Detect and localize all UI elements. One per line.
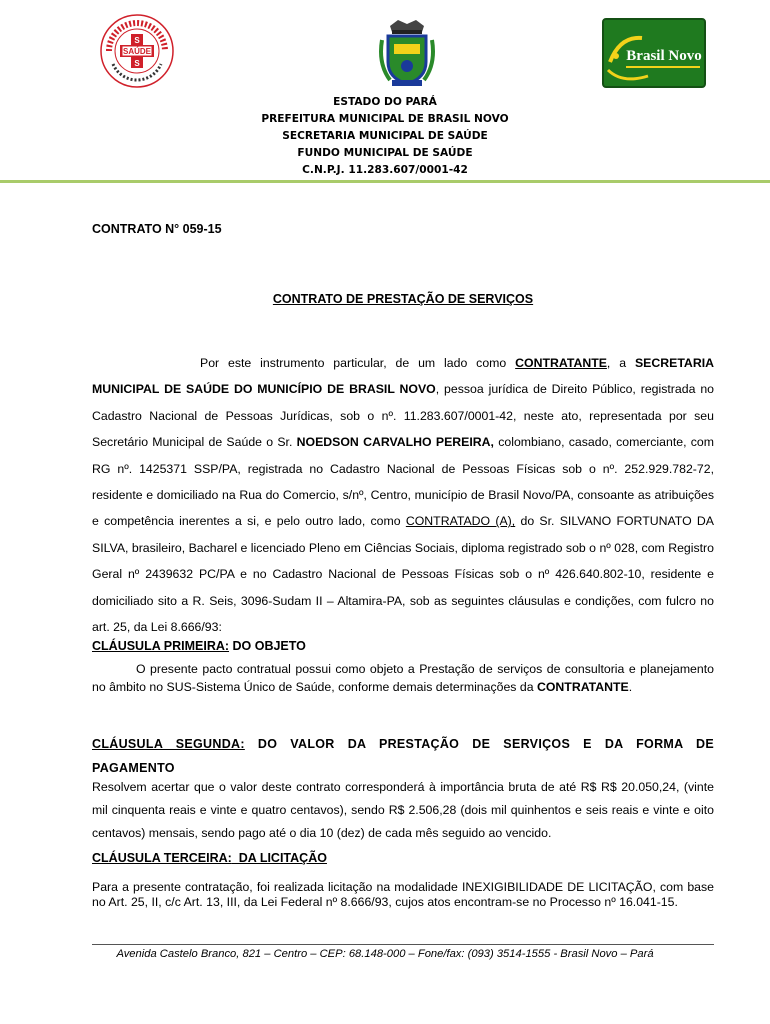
letterhead (0, 94, 770, 179)
intro-secretaria: SECRETARIA MUNICIPAL DE SAÚDE DO MUNICÍPIO DE BRASIL NOVO (92, 356, 714, 397)
clause-1-contratante: CONTRATANTE (536, 680, 629, 694)
letterhead-cnpj: C.N.P.J. 11.283.607/0001-42 (302, 164, 468, 176)
header-divider (0, 180, 770, 183)
intro-text-1: Por este instrumento particular, de um lado como (200, 356, 516, 370)
intro-contratante: CONTRATANTE (515, 356, 607, 370)
letterhead-secretariat: SECRETARIA MUNICIPAL DE SAÚDE (282, 130, 488, 142)
brand-text: Brasil Novo (626, 48, 702, 64)
footer-address: Avenida Castelo Branco, 821 – Centro – CEP: 68.148-000 – Fone/fax: (093) 3514-1555 - Brasil Novo – Pará (116, 948, 654, 960)
health-secretariat-seal-icon (95, 12, 180, 90)
clause-1-label: CLÁUSULA PRIMEIRA: (92, 639, 230, 653)
seal-text: SAÚDE (122, 47, 152, 56)
intro-text-3: , pessoa jurídica de Direito Público, registrada no Cadastro Nacional de Pessoas Jurídicas, sob o nº. 11.283.607/0001-42, neste ato, representada por seu Secretário Municipal de Saúde o Sr. (92, 382, 714, 450)
clause-2-subject: DO VALOR DA PRESTAÇÃO DE SERVIÇOS E DA FORMA DE PAGAMENTO (92, 737, 715, 775)
header-logos (0, 12, 770, 90)
clause-2-heading (92, 732, 714, 780)
intro-text-5: do Sr. SILVANO FORTUNATO DA SILVA, brasileiro, Bacharel e licenciado Pleno em Ciências Sociais, diploma registrado sob o nº 028, com Registro Geral nº 2439632 PC/PA e no Cadastro Nacional de Pessoas Físicas sob o nº 426.640.802-10, residente e domiciliado sito a R. Seis, 3096-Sudam II – Altamira-PA, sob as seguintes cláusulas e condições, com fulcro no art. 25, da Lei 8.666/93: (92, 514, 714, 635)
coat-of-arms-icon (378, 16, 436, 88)
clause-2-label: CLÁUSULA SEGUNDA: (92, 737, 245, 751)
intro-secretario: NOEDSON CARVALHO PEREIRA, (296, 435, 494, 450)
intro-text-2: , a (606, 356, 635, 370)
seal-top-letter: S (134, 36, 140, 45)
letterhead-prefecture: PREFEITURA MUNICIPAL DE BRASIL NOVO (261, 113, 509, 125)
document-title: CONTRATO DE PRESTAÇÃO DE SERVIÇOS (272, 292, 534, 306)
brasil-novo-logo-icon (602, 18, 706, 88)
clause-1-heading (92, 639, 714, 653)
clause-1-body (92, 660, 714, 696)
clause-3-label: CLÁUSULA TERCEIRA: (92, 851, 232, 865)
contract-number: CONTRATO N° 059-15 (92, 222, 222, 236)
clause-1-text: O presente pacto contratual possui como objeto a Prestação de serviços de consultoria e planejamento no âmbito no SUS-Sistema Único de Saúde, conforme demais determinações da (92, 662, 714, 694)
letterhead-state: ESTADO DO PARÁ (333, 96, 437, 108)
clause-3-body: Para a presente contratação, foi realizada licitação na modalidade INEXIGIBILIDADE DE LICITAÇÃO, com base no Art. 25, II, c/c Art. 13, III, da Lei Federal nº 8.666/93, cujos atos encontram-se no Processo nº 16.041-15. (92, 880, 714, 909)
clause-1-period: . (628, 680, 633, 694)
clause-1-subject: DO OBJETO (229, 639, 306, 653)
intro-contratado: CONTRATADO (A), (405, 514, 516, 529)
intro-paragraph (92, 350, 714, 640)
clause-3-heading (92, 851, 714, 865)
footer-divider (92, 944, 714, 945)
intro-text-4: colombiano, casado, comerciante, com RG nº. 1425371 SSP/PA, registrada no Cadastro Nacional de Pessoas Físicas sob o nº. 252.929.782-72, residente e domiciliado na Rua do Comercio, s/nº, Centro, município de Brasil Novo/PA, consoante as atribuições e competência inerentes a si, e pelo outro lado, como (92, 435, 714, 529)
seal-bottom-letter: S (134, 59, 140, 68)
clause-2-body: Resolvem acertar que o valor deste contrato corresponderá à importância bruta de até R$ R$ 20.050,24, (vinte mil cinquenta reais e vinte e quatro centavos), sendo R$ 2.506,28 (dois mil quinhentos e seis reais e vinte e oito centavos) mensais, sendo pago até o dia 10 (dez) de cada mês seguido ao vencido. (92, 780, 714, 840)
letterhead-fund: FUNDO MUNICIPAL DE SAÚDE (297, 147, 473, 159)
clause-3-subject: DA LICITAÇÃO (231, 851, 327, 865)
